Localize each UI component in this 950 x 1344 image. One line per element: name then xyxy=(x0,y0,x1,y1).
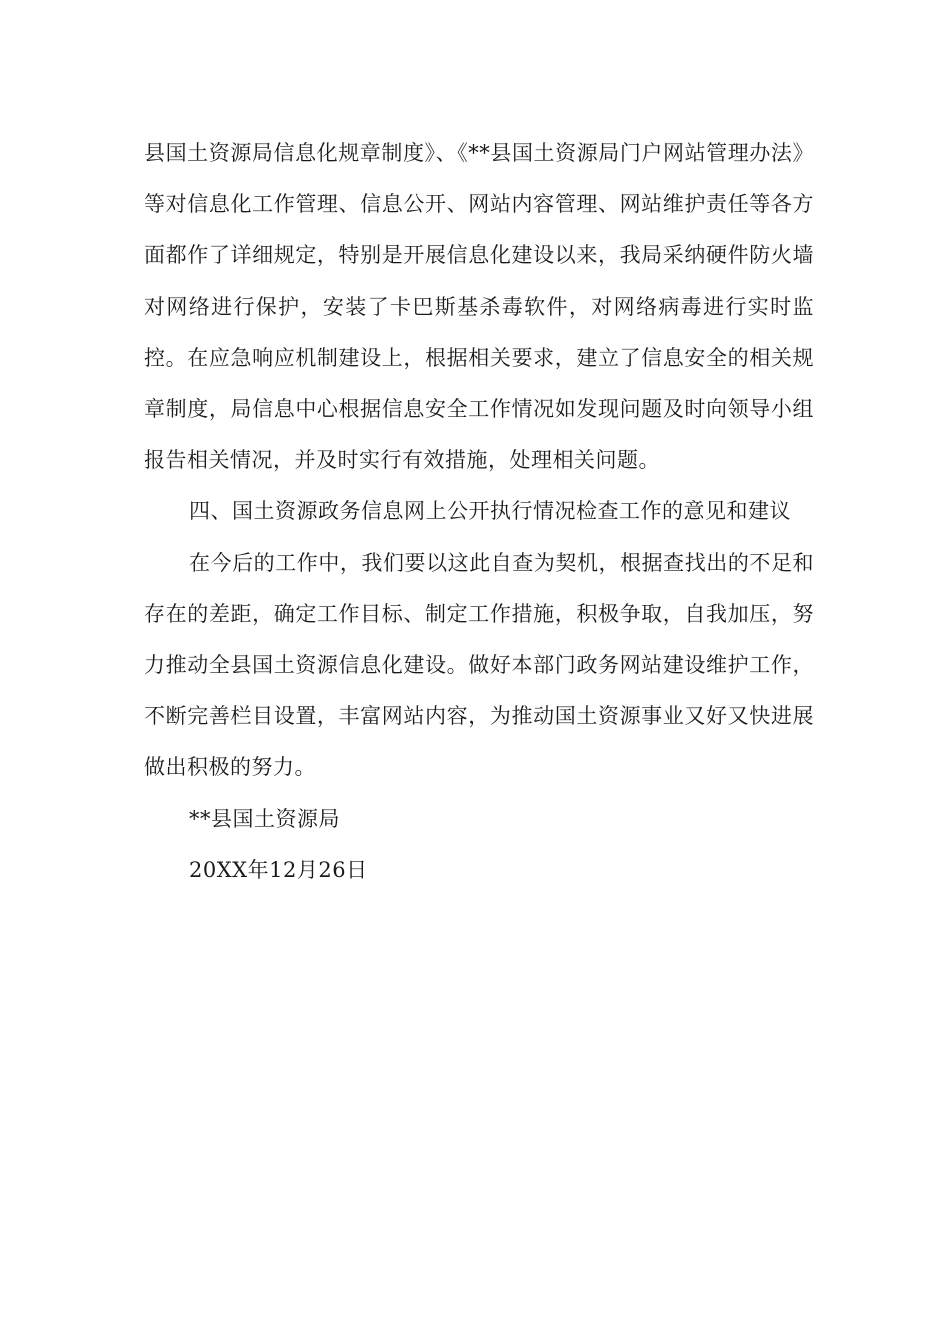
document-body xyxy=(144,128,814,896)
paragraph-continuation: 县国土资源局信息化规章制度》、《**县国土资源局门户网站管理办法》等对信息化工作管理、信息公开、网站内容管理、网站维护责任等各方面都作了详细规定，特别是开展信息化建设以来，我局采纳硬件防火墙对网络进行保护，安装了卡巴斯基杀毒软件，对网络病毒进行实时监控。在应急响应机制建设上，根据相关要求，建立了信息安全的相关规章制度，局信息中心根据信息安全工作情况如发现问题及时向领导小组报告相关情况，并及时实行有效措施，处理相关问题。 xyxy=(144,141,814,473)
paragraph-suggestions: 在今后的工作中，我们要以这此自查为契机，根据查找出的不足和存在的差距，确定工作目标、制定工作措施，积极争取，自我加压，努力推动全县国土资源信息化建设。做好本部门政务网站建设维护工作，不断完善栏目设置，丰富网站内容，为推动国土资源事业又好又快进展做出积极的努力。 xyxy=(144,550,814,780)
signature-date: 20XX年12月26日 xyxy=(189,857,368,882)
section-heading: 四、国土资源政务信息网上公开执行情况检查工作的意见和建议 xyxy=(189,499,791,524)
signature-organization: **县国土资源局 xyxy=(189,806,340,831)
